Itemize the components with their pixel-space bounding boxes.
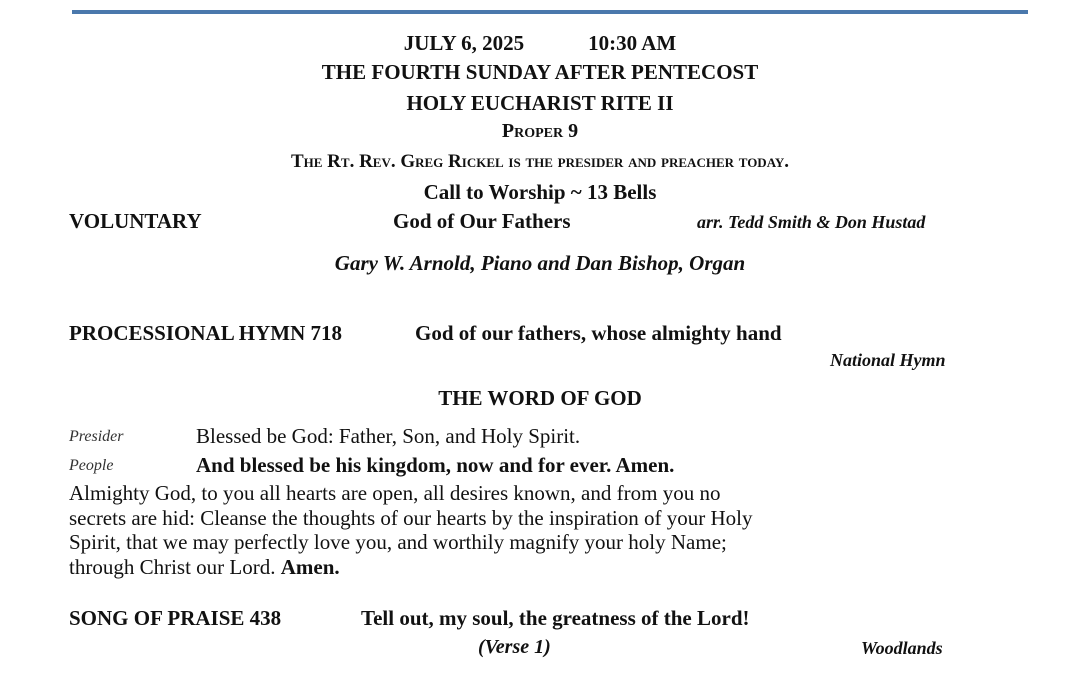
- service-time: 10:30 AM: [588, 31, 677, 55]
- presider-text: Blessed be God: Father, Son, and Holy Spirit.: [196, 424, 581, 448]
- song-of-praise-label: SONG OF PRAISE 438: [69, 606, 282, 630]
- voluntary-performers: Gary W. Arnold, Piano and Dan Bishop, Organ: [334, 251, 746, 275]
- people-text: And blessed be his kingdom, now and for ever. Amen.: [196, 453, 675, 477]
- song-of-praise-verse: (Verse 1): [478, 636, 551, 658]
- collect-line: secrets are hid: Cleanse the thoughts of our hearts by the inspiration of your Holy: [69, 505, 753, 530]
- collect-line: through Christ our Lord.: [69, 554, 276, 579]
- song-of-praise-tune: Woodlands: [861, 638, 943, 658]
- header-rule: [72, 10, 1028, 14]
- processional-label: PROCESSIONAL HYMN 718: [69, 321, 343, 345]
- presider-role: Presider: [69, 428, 124, 445]
- song-of-praise-title: Tell out, my soul, the greatness of the Lord!: [361, 606, 750, 630]
- processional-title: God of our fathers, whose almighty hand: [415, 321, 782, 345]
- rite-title: HOLY EUCHARIST RITE II: [406, 91, 674, 115]
- voluntary-arranger: arr. Tedd Smith & Don Hustad: [697, 212, 926, 232]
- collect-line: Spirit, that we may perfectly love you, and worthily magnify your holy Name;: [69, 530, 727, 554]
- occasion-title: THE FOURTH SUNDAY AFTER PENTECOST: [321, 60, 759, 84]
- processional-tune: National Hymn: [830, 350, 946, 370]
- presider-note: The Rt. Rev. Greg Rickel is the presider and preacher today.: [290, 151, 790, 172]
- collect-amen: Amen.: [280, 554, 340, 579]
- collect-line-last: [69, 555, 989, 580]
- people-role: People: [69, 457, 114, 474]
- voluntary-title: God of Our Fathers: [393, 209, 571, 233]
- collect-line: Almighty God, to you all hearts are open, all desires known, and from you no: [69, 481, 721, 505]
- word-of-god-heading: THE WORD OF GOD: [438, 386, 642, 410]
- proper-title: Proper 9: [501, 120, 579, 142]
- collect-for-purity: [69, 481, 989, 579]
- service-date: JULY 6, 2025: [403, 31, 525, 55]
- call-to-worship: Call to Worship ~ 13 Bells: [423, 180, 657, 204]
- voluntary-label: VOLUNTARY: [69, 209, 202, 233]
- service-date-time: [0, 31, 1080, 56]
